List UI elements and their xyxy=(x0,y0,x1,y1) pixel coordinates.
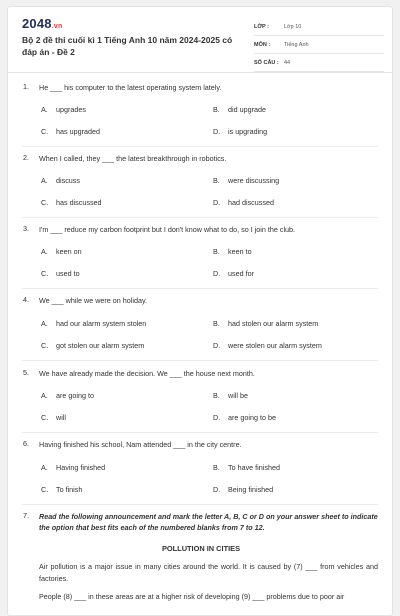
option-text: To have finished xyxy=(228,463,280,472)
option-text: upgrades xyxy=(56,105,86,114)
option-letter: D. xyxy=(213,485,221,494)
option-b[interactable] xyxy=(213,319,318,328)
option-letter: A. xyxy=(41,319,48,328)
option-text: keen to xyxy=(228,247,252,256)
option-letter: D. xyxy=(213,198,221,207)
meta-question-count xyxy=(254,54,384,72)
option-text: used for xyxy=(228,269,254,278)
option-letter: D. xyxy=(213,341,221,350)
question-text: When I called, they ___ the latest breakthrough in robotics. xyxy=(39,154,227,163)
option-letter: A. xyxy=(41,105,48,114)
option-letter: A. xyxy=(41,391,48,400)
question-divider xyxy=(22,504,378,505)
question-text: Having finished his school, Nam attended ___ in the city centre. xyxy=(39,440,242,449)
option-a[interactable] xyxy=(41,463,105,472)
option-text: will xyxy=(56,413,66,422)
option-text: keen on xyxy=(56,247,82,256)
logo-suffix: .vn xyxy=(51,23,63,30)
passage-text-continued: People (8) ___ in these areas are at a higher risk of developing (9) ___ problems due to poor air xyxy=(39,592,345,601)
option-letter: B. xyxy=(213,247,220,256)
option-letter: C. xyxy=(41,198,49,207)
option-d[interactable] xyxy=(213,198,274,207)
option-d[interactable] xyxy=(213,127,267,136)
option-letter: D. xyxy=(213,269,221,278)
meta-value: Lớp 10 xyxy=(284,23,302,30)
question-number: 7. xyxy=(23,511,29,520)
option-c[interactable] xyxy=(41,127,100,136)
exam-meta xyxy=(254,18,384,72)
option-a[interactable] xyxy=(41,176,80,185)
question-divider xyxy=(22,360,378,361)
option-text: Being finished xyxy=(228,485,274,494)
option-text: were discussing xyxy=(228,176,280,185)
question-divider xyxy=(22,217,378,218)
option-text: had discussed xyxy=(228,198,274,207)
option-letter: C. xyxy=(41,269,49,278)
option-text: discuss xyxy=(56,176,80,185)
option-letter: B. xyxy=(213,319,220,328)
document-title: Bộ 2 đề thi cuối kì 1 Tiếng Anh 10 năm 2024-2025 có đáp án - Đề 2 xyxy=(22,35,233,57)
option-a[interactable] xyxy=(41,391,94,400)
option-text: were stolen our alarm system xyxy=(228,341,322,350)
question-text: He ___ his computer to the latest operating system lately. xyxy=(39,83,222,92)
option-text: Having finished xyxy=(56,463,106,472)
option-letter: D. xyxy=(213,127,221,136)
question-instruction: Read the following announcement and mark the letter A, B, C or D on your answer sheet to indicate the option that best fits each of the numbered blanks from 7 to 12. xyxy=(39,512,378,532)
meta-subject xyxy=(254,36,384,54)
option-d[interactable] xyxy=(213,341,322,350)
option-b[interactable] xyxy=(213,391,248,400)
option-text: will be xyxy=(228,391,248,400)
option-c[interactable] xyxy=(41,413,66,422)
option-text: To finish xyxy=(56,485,83,494)
option-text: are going to be xyxy=(228,413,276,422)
option-text: did upgrade xyxy=(228,105,266,114)
option-text: used to xyxy=(56,269,80,278)
meta-key: MÔN : xyxy=(254,41,271,48)
option-d[interactable] xyxy=(213,485,273,494)
option-text: has discussed xyxy=(56,198,102,207)
question-number: 5. xyxy=(23,368,29,377)
option-letter: B. xyxy=(213,391,220,400)
option-letter: B. xyxy=(213,463,220,472)
option-a[interactable] xyxy=(41,247,82,256)
option-c[interactable] xyxy=(41,198,102,207)
option-text: had our alarm system stolen xyxy=(56,319,147,328)
option-c[interactable] xyxy=(41,341,144,350)
question-divider xyxy=(22,288,378,289)
passage-title: POLLUTION IN CITIES xyxy=(161,544,240,553)
option-text: had stolen our alarm system xyxy=(228,319,319,328)
page-header xyxy=(8,7,392,73)
question-number: 3. xyxy=(23,224,29,233)
option-text: are going to xyxy=(56,391,94,400)
question-text: We ___ while we were on holiday. xyxy=(39,296,148,305)
logo-text: 2048 xyxy=(22,16,52,31)
question-divider xyxy=(22,146,378,147)
option-letter: C. xyxy=(41,127,49,136)
option-b[interactable] xyxy=(213,247,252,256)
meta-value: Tiếng Anh xyxy=(284,41,309,48)
option-d[interactable] xyxy=(213,269,254,278)
option-text: is upgrading xyxy=(228,127,268,136)
option-text: got stolen our alarm system xyxy=(56,341,145,350)
option-c[interactable] xyxy=(41,485,82,494)
option-b[interactable] xyxy=(213,105,266,114)
meta-class xyxy=(254,18,384,36)
option-b[interactable] xyxy=(213,176,279,185)
question-number: 4. xyxy=(23,295,29,304)
option-letter: C. xyxy=(41,341,49,350)
question-text: I'm ___ reduce my carbon footprint but I don't know what to do, so I join the club. xyxy=(39,225,296,234)
question-text: We have already made the decision. We ___ the house next month. xyxy=(39,369,255,378)
option-b[interactable] xyxy=(213,463,280,472)
option-text: has upgraded xyxy=(56,127,100,136)
option-letter: A. xyxy=(41,176,48,185)
option-letter: C. xyxy=(41,413,49,422)
question-number: 1. xyxy=(23,82,29,91)
option-c[interactable] xyxy=(41,269,80,278)
question-number: 6. xyxy=(23,439,29,448)
option-a[interactable] xyxy=(41,105,86,114)
meta-key: SỐ CÂU : xyxy=(254,59,279,66)
option-letter: A. xyxy=(41,463,48,472)
exam-page xyxy=(7,6,393,616)
option-d[interactable] xyxy=(213,413,276,422)
option-letter: A. xyxy=(41,247,48,256)
option-a[interactable] xyxy=(41,319,146,328)
meta-value: 44 xyxy=(284,59,291,66)
option-letter: C. xyxy=(41,485,49,494)
option-letter: D. xyxy=(213,413,221,422)
site-logo[interactable] xyxy=(22,16,62,31)
question-number: 2. xyxy=(23,153,29,162)
option-letter: B. xyxy=(213,176,220,185)
passage-text: Air pollution is a major issue in many cities around the world. It is caused by (7) ___ from vehicles and factories. xyxy=(39,562,378,583)
meta-key: LỚP : xyxy=(254,23,269,30)
option-letter: B. xyxy=(213,105,220,114)
question-divider xyxy=(22,432,378,433)
